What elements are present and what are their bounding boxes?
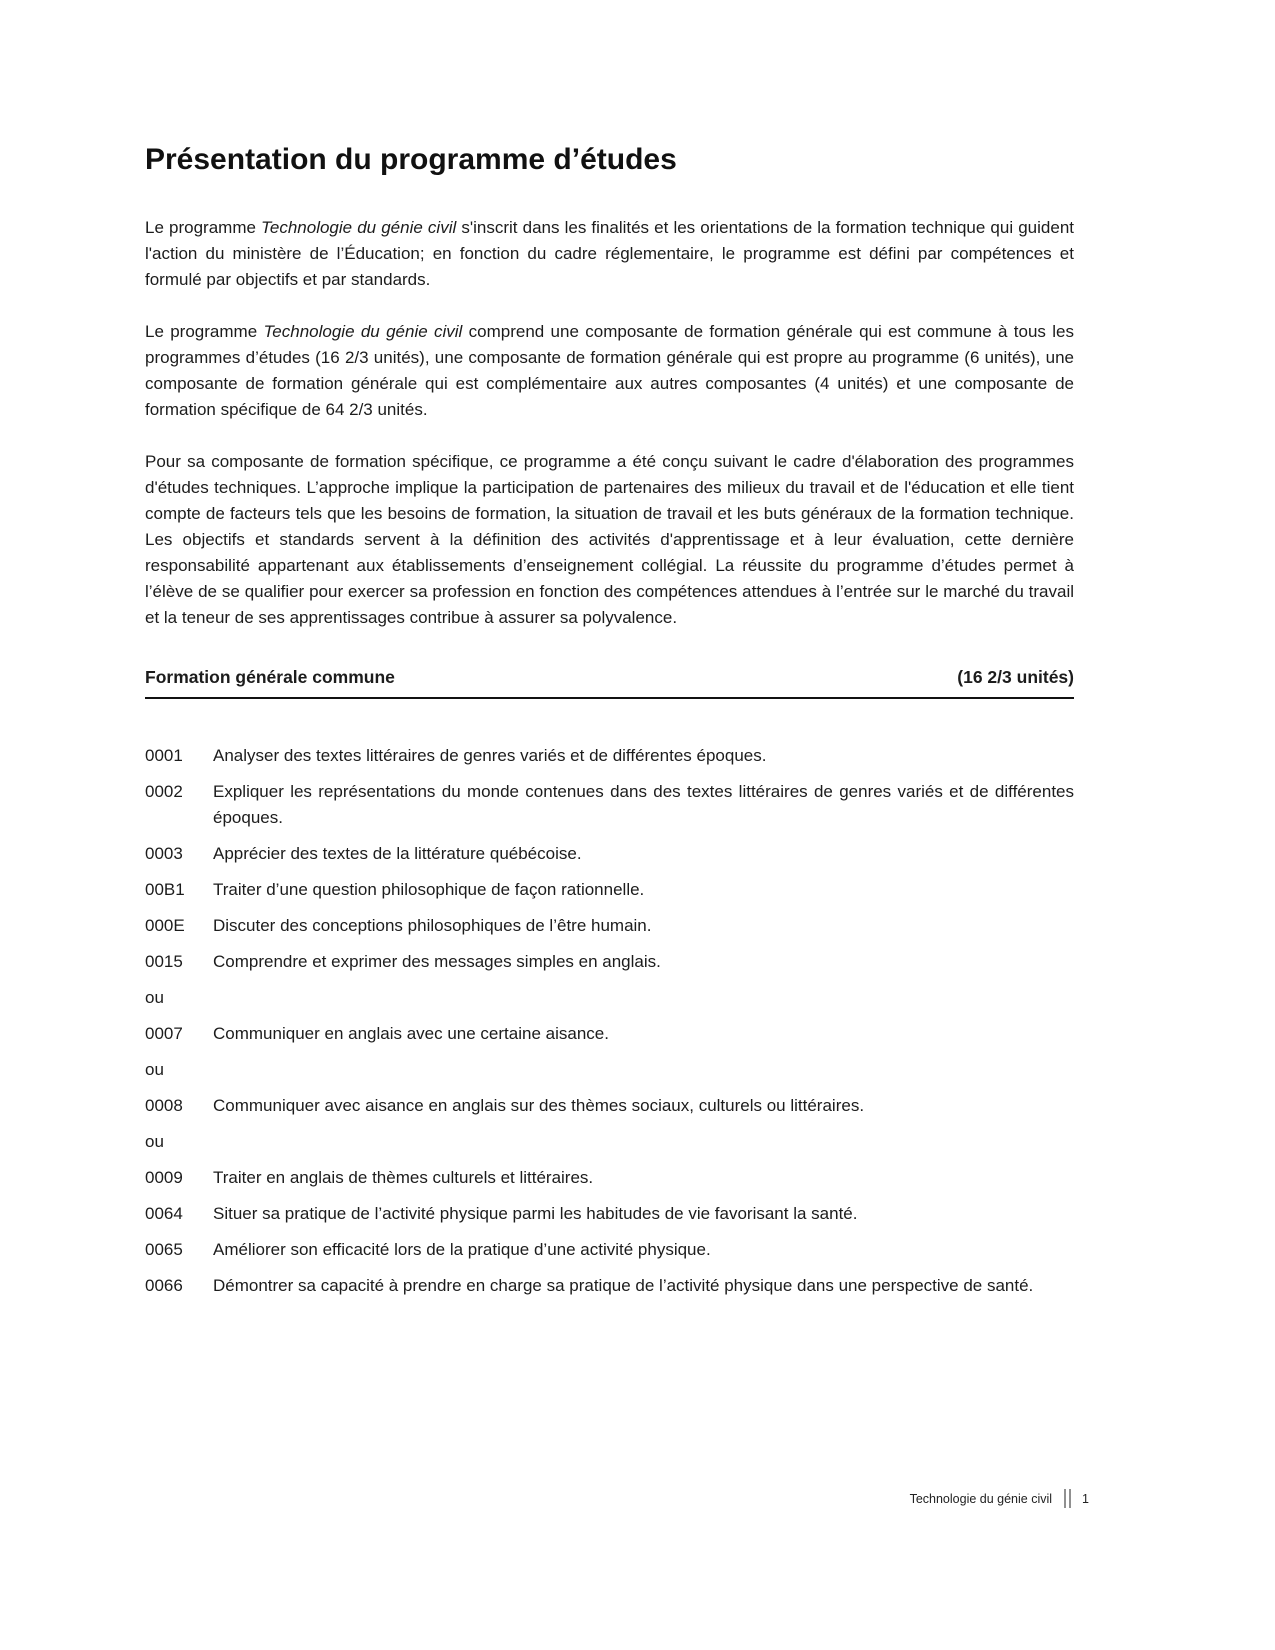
competency-text: Traiter en anglais de thèmes culturels et littéraires. — [213, 1168, 594, 1187]
competency-code: 0066 — [145, 1276, 183, 1295]
competency-code: 0009 — [145, 1168, 183, 1187]
program-name-italic: Technologie du génie civil — [261, 218, 457, 237]
competency-row — [145, 743, 1074, 769]
competency-text: Améliorer son efficacité lors de la pratique d’une activité physique. — [213, 1240, 711, 1259]
competency-text: Discuter des conceptions philosophiques de l’être humain. — [213, 916, 652, 935]
competency-text: Traiter d’une question philosophique de façon rationnelle. — [213, 880, 645, 899]
paragraph-text: s'inscrit dans les finalités et les orientations de la formation technique qui guident l'action du ministère de l’Éducation; en fonction du cadre réglementaire, le programme est défini par compétences et formulé par objectifs et par standards. — [145, 218, 1074, 289]
competency-code: 00B1 — [145, 880, 185, 899]
competency-row — [145, 1237, 1074, 1263]
competency-row — [145, 1021, 1074, 1047]
competency-text: Situer sa pratique de l’activité physique parmi les habitudes de vie favorisant la santé. — [213, 1204, 858, 1223]
competency-code: 0015 — [145, 952, 183, 971]
page-footer — [910, 1489, 1089, 1508]
competency-code: 0007 — [145, 1024, 183, 1043]
competency-row — [145, 841, 1074, 867]
competency-list — [145, 743, 1074, 1299]
paragraph-text: comprend une composante de formation générale qui est commune à tous les programmes d’études (16 2/3 unités), une composante de formation générale qui est propre au programme (6 unités), une composante de formation générale qui est complémentaire aux autres composantes (4 unités) et une composante de formation spécifique de 64 2/3 unités. — [145, 322, 1074, 419]
competency-text — [213, 1057, 1074, 1083]
section-units: (16 2/3 unités) — [957, 667, 1074, 687]
paragraph-text: Pour sa composante de formation spécifique, ce programme a été conçu suivant le cadre d'élaboration des programmes d'études techniques. L’approche implique la participation de partenaires des milieux du travail et de l'éducation et elle tient compte de facteurs tels que les besoins de formation, la situation de travail et les buts généraux de la formation technique. Les objectifs et standards servent à la définition des activités d'apprentissage et à leur évaluation, cette dernière responsabilité appartenant aux établissements d’enseignement collégial. La réussite du programme d’études permet à l’élève de se qualifier pour exercer sa profession en fonction des compétences attendues à l’entrée sur le marché du travail et la teneur de ses apprentissages contribue à assurer sa polyvalence. — [145, 452, 1074, 627]
section-title: Formation générale commune — [145, 667, 395, 687]
competency-row — [145, 1093, 1074, 1119]
competency-code: 0003 — [145, 844, 183, 863]
competency-text: Apprécier des textes de la littérature québécoise. — [213, 844, 582, 863]
body-paragraph — [145, 215, 1074, 293]
competency-row — [145, 779, 1074, 831]
or-connector-row — [145, 1129, 1074, 1155]
page-number: 1 — [1082, 1491, 1089, 1506]
competency-code: 0002 — [145, 782, 183, 801]
competency-code: 0008 — [145, 1096, 183, 1115]
competency-row — [145, 877, 1074, 903]
body-paragraph — [145, 449, 1074, 631]
competency-text: Analyser des textes littéraires de genres variés et de différentes époques. — [213, 746, 767, 765]
or-connector: ou — [145, 1132, 164, 1151]
body-paragraph — [145, 319, 1074, 423]
page-title: Présentation du programme d’études — [145, 143, 677, 176]
competency-code: 000E — [145, 916, 185, 935]
competency-text: Démontrer sa capacité à prendre en charge sa pratique de l’activité physique dans une perspective de santé. — [213, 1276, 1034, 1295]
footer-doc-title: Technologie du génie civil — [909, 1491, 1053, 1506]
footer-divider — [1064, 1489, 1071, 1508]
paragraph-text: Le programme — [145, 218, 262, 237]
competency-row — [145, 1201, 1074, 1227]
competency-text: Comprendre et exprimer des messages simples en anglais. — [213, 952, 661, 971]
section-header — [145, 667, 1074, 699]
competency-text: Communiquer en anglais avec une certaine aisance. — [213, 1024, 609, 1043]
competency-text — [213, 985, 1074, 1011]
competency-text: Expliquer les représentations du monde contenues dans des textes littéraires de genres variés et de différentes époques. — [213, 782, 1074, 827]
page-content — [145, 143, 1074, 1309]
competency-row — [145, 913, 1074, 939]
competency-code: 0064 — [145, 1204, 183, 1223]
competency-text — [213, 1129, 1074, 1155]
competency-row — [145, 949, 1074, 975]
or-connector-row — [145, 1057, 1074, 1083]
or-connector: ou — [145, 988, 164, 1007]
or-connector-row — [145, 985, 1074, 1011]
competency-row — [145, 1273, 1074, 1299]
paragraph-text: Le programme — [145, 322, 264, 341]
program-name-italic: Technologie du génie civil — [263, 322, 463, 341]
competency-row — [145, 1165, 1074, 1191]
intro-paragraphs — [145, 215, 1074, 631]
competency-text: Communiquer avec aisance en anglais sur des thèmes sociaux, culturels ou littéraires. — [213, 1096, 865, 1115]
or-connector: ou — [145, 1060, 164, 1079]
competency-code: 0001 — [145, 746, 183, 765]
competency-code: 0065 — [145, 1240, 183, 1259]
